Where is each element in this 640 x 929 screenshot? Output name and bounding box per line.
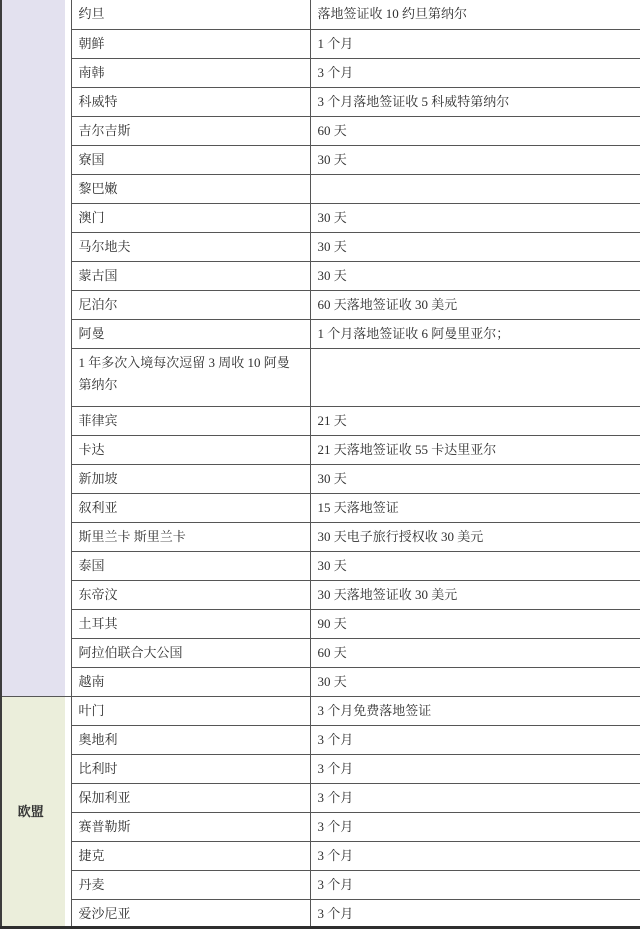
- country-cell: 泰国: [71, 551, 310, 580]
- country-cell: 马尔地夫: [71, 232, 310, 261]
- table-row: [1, 0, 640, 29]
- table-row: [1, 58, 640, 87]
- country-cell: 吉尔吉斯: [71, 116, 310, 145]
- table-row: [1, 609, 640, 638]
- table-row: [1, 319, 640, 348]
- visa-terms-cell: 3 个月: [310, 754, 640, 783]
- table-row: [1, 116, 640, 145]
- visa-terms-cell: 3 个月免费落地签证: [310, 696, 640, 725]
- table-row: [1, 29, 640, 58]
- table-row: [1, 899, 640, 928]
- table-row: [1, 667, 640, 696]
- table-row: [1, 812, 640, 841]
- table-row: [1, 174, 640, 203]
- country-cell: 捷克: [71, 841, 310, 870]
- table-row: [1, 406, 640, 435]
- visa-terms-cell: 30 天: [310, 232, 640, 261]
- visa-terms-cell: 1 个月: [310, 29, 640, 58]
- country-cell: 寮国: [71, 145, 310, 174]
- visa-table-body: [1, 0, 640, 928]
- visa-terms-cell: 90 天: [310, 609, 640, 638]
- country-cell: 科威特: [71, 87, 310, 116]
- table-row: [1, 261, 640, 290]
- country-cell: 朝鲜: [71, 29, 310, 58]
- table-row: [1, 87, 640, 116]
- country-cell: 澳门: [71, 203, 310, 232]
- visa-terms-cell: 21 天落地签证收 55 卡达里亚尔: [310, 435, 640, 464]
- visa-terms-cell: 30 天电子旅行授权收 30 美元: [310, 522, 640, 551]
- country-cell: 约旦: [71, 0, 310, 29]
- visa-terms-cell: 60 天落地签证收 30 美元: [310, 290, 640, 319]
- visa-terms-cell: 3 个月: [310, 812, 640, 841]
- table-row: [1, 638, 640, 667]
- visa-terms-cell: 1 个月落地签证收 6 阿曼里亚尔；: [310, 319, 640, 348]
- group-label: 欧盟: [17, 804, 44, 819]
- table-row: [1, 783, 640, 812]
- visa-terms-cell: [310, 174, 640, 203]
- country-cell: 南韩: [71, 58, 310, 87]
- country-cell: 蒙古国: [71, 261, 310, 290]
- visa-terms-cell: 30 天: [310, 203, 640, 232]
- table-row: [1, 493, 640, 522]
- table-row: [1, 725, 640, 754]
- visa-terms-cell: 30 天: [310, 261, 640, 290]
- visa-terms-cell: 3 个月: [310, 841, 640, 870]
- visa-terms-cell: 30 天: [310, 667, 640, 696]
- table-row: [1, 464, 640, 493]
- country-cell: 尼泊尔: [71, 290, 310, 319]
- country-cell: 黎巴嫩: [71, 174, 310, 203]
- visa-terms-cell: 3 个月: [310, 899, 640, 928]
- country-cell: 新加坡: [71, 464, 310, 493]
- country-cell: 爱沙尼亚: [71, 899, 310, 928]
- visa-terms-cell: 60 天: [310, 638, 640, 667]
- country-cell: 卡达: [71, 435, 310, 464]
- visa-terms-cell: 3 个月: [310, 58, 640, 87]
- country-cell: 阿曼: [71, 319, 310, 348]
- table-row: [1, 580, 640, 609]
- country-cell: 奥地利: [71, 725, 310, 754]
- visa-terms-cell: 21 天: [310, 406, 640, 435]
- country-cell: 越南: [71, 667, 310, 696]
- table-row: [1, 696, 640, 725]
- country-cell: 东帝汶: [71, 580, 310, 609]
- group-cell-asia: [1, 0, 71, 696]
- visa-terms-cell: 3 个月: [310, 783, 640, 812]
- country-cell: 保加利亚: [71, 783, 310, 812]
- visa-terms-cell: 15 天落地签证: [310, 493, 640, 522]
- table-row: [1, 232, 640, 261]
- country-cell: 丹麦: [71, 870, 310, 899]
- country-cell: 1 年多次入境每次逗留 3 周收 10 阿曼第纳尔: [71, 348, 310, 406]
- table-row: [1, 841, 640, 870]
- table-row: [1, 203, 640, 232]
- visa-terms-cell: 30 天: [310, 551, 640, 580]
- country-cell: 阿拉伯联合大公国: [71, 638, 310, 667]
- table-row: [1, 348, 640, 406]
- country-cell: 叙利亚: [71, 493, 310, 522]
- visa-terms-cell: 60 天: [310, 116, 640, 145]
- visa-terms-cell: 30 天落地签证收 30 美元: [310, 580, 640, 609]
- table-row: [1, 551, 640, 580]
- visa-terms-cell: 30 天: [310, 464, 640, 493]
- country-cell: 叶门: [71, 696, 310, 725]
- country-cell: 斯里兰卡 斯里兰卡: [71, 522, 310, 551]
- table-row: [1, 870, 640, 899]
- visa-terms-cell: 3 个月: [310, 870, 640, 899]
- visa-terms-cell: [310, 348, 640, 406]
- country-cell: 比利时: [71, 754, 310, 783]
- table-row: [1, 522, 640, 551]
- country-cell: 赛普勒斯: [71, 812, 310, 841]
- table-row: [1, 435, 640, 464]
- table-row: [1, 754, 640, 783]
- table-row: [1, 290, 640, 319]
- visa-terms-cell: 落地签证收 10 约旦第纳尔: [310, 0, 640, 29]
- country-cell: 菲律宾: [71, 406, 310, 435]
- visa-terms-cell: 3 个月: [310, 725, 640, 754]
- country-cell: 土耳其: [71, 609, 310, 638]
- group-cell-eu: [1, 696, 71, 928]
- visa-terms-cell: 30 天: [310, 145, 640, 174]
- visa-terms-cell: 3 个月落地签证收 5 科威特第纳尔: [310, 87, 640, 116]
- table-row: [1, 145, 640, 174]
